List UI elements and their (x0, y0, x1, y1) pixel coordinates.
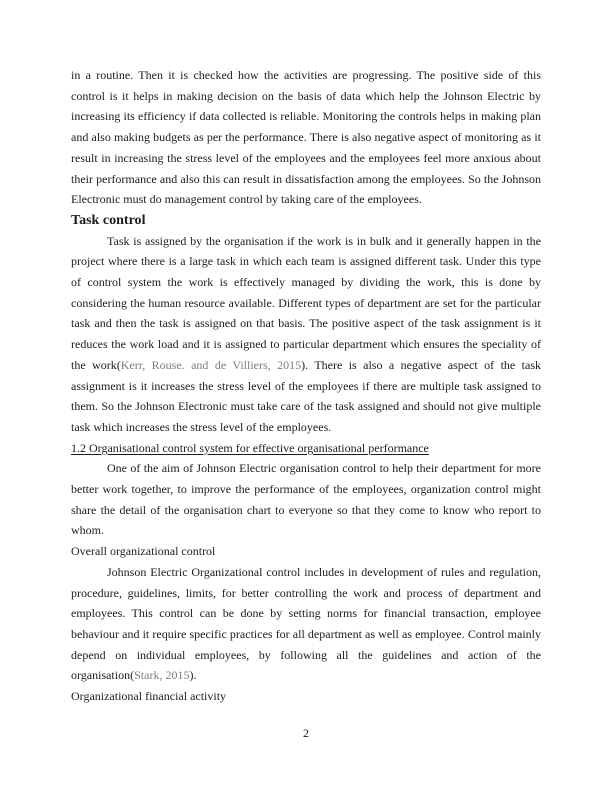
heading-task-control: Task control (71, 211, 146, 228)
subheading-overall-organizational-control: Overall organizational control (71, 544, 216, 559)
paragraph-text-after-citation: ). (189, 668, 197, 683)
page-footer (0, 723, 612, 744)
body-paragraph-organisation-control-aim: One of the aim of Johnson Electric organisation control to help their department for more better work together, to improve the performance of the employees, organization control might share the detail of the organisation chart to everyone so that they come to know who report to whom. (71, 461, 541, 538)
body-paragraph-monitoring-control: in a routine. Then it is checked how the activities are progressing. The positive side of this control is it helps in making decision on the basis of data which help the Johnson Electric by increasing its efficiency if data collected is reliable. Monitoring the controls helps in making plan and also making budgets as per the performance. There is also negative aspect of monitoring as it result in increasing the stress level of the employees and the employees feel more anxious about their performance and also this can result in dissatisfaction among the employees. So the Johnson Electronic must do management control by taking care of the employees. (71, 68, 541, 207)
heading-section-1-2-organisational-control: 1.2 Organisational control system for effective organisational performance (71, 440, 429, 455)
subheading-organizational-financial-activity: Organizational financial activity (71, 689, 227, 704)
citation-kerr-rouse-de-villiers: Kerr, Rouse. and de Villiers, 2015 (120, 357, 302, 372)
paragraph-text-before-citation: Johnson Electric Organizational control includes in development of rules and regulation, procedure, guidelines, limits, for better controlling the work and process of department and employees. This control can be done by setting norms for financial transaction, employee behaviour and it require specific practices for all department as well as employee. Control mainly depend on individual employees, by following all the guidelines and action of the organisation( (71, 564, 541, 683)
citation-stark: Stark, 2015 (134, 668, 190, 683)
document-body (71, 65, 541, 707)
body-paragraph-organizational-control-rules (71, 562, 541, 686)
paragraph-text-after-citation: ). There is also a negative aspect of the task assignment is it increases the stress level of the employees if there are multiple task assigned to them. So the Johnson Electronic must take care of the task assigned and should not give multiple task which increases the stress level of the employees. (71, 357, 541, 434)
body-paragraph-task-control (71, 231, 541, 438)
paragraph-text-before-citation: Task is assigned by the organisation if the work is in bulk and it generally happen in the project where there is a large task in which each team is assigned different task. Under this type of control system the work is effectively managed by dividing the work, this is done by considering the human resource available. Different types of department are set for the particular task and then the task is assigned on that basis. The positive aspect of the task assignment is it reduces the work load and it is assigned to particular department which ensures the speciality of the work( (71, 233, 541, 372)
page-number: 2 (303, 726, 309, 740)
